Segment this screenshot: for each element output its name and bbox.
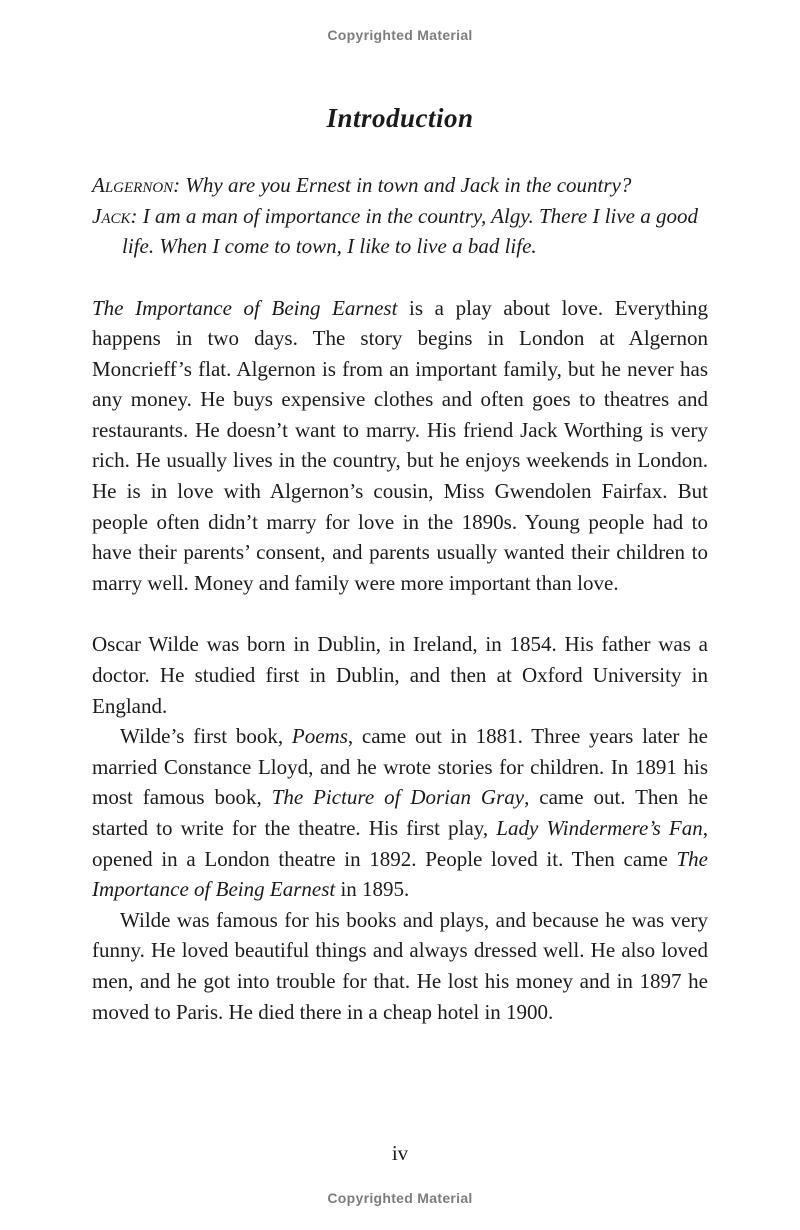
paragraph-text: Wilde’s first book, [120, 724, 292, 749]
speaker-name: Jack: [92, 203, 138, 228]
copyright-notice-bottom: Copyrighted Material [327, 1190, 473, 1206]
book-title-text: Lady Windermere’s Fan [496, 816, 703, 840]
body-text [92, 293, 708, 1028]
paragraph [92, 905, 708, 1027]
page-title: Introduction [326, 103, 474, 133]
paragraph [92, 721, 708, 905]
copyright-notice-top: Copyrighted Material [327, 27, 473, 43]
book-title-text: Poems [291, 724, 348, 749]
book-title-text: The Picture of Dorian Gray [271, 785, 525, 810]
dialogue-line: Jack: I am a man of importance in the country, Algy. There I live a good life. When I come to town, I like to live a bad life. [92, 203, 698, 258]
paragraph-text: , came out. Then he started to write for the theatre. His first play, [92, 785, 708, 840]
paragraph-text: , opened in a London theatre in 1892. People loved it. Then came [92, 816, 708, 871]
paragraph-text: Wilde was famous for his books and plays, and because he was very funny. He loved beautiful things and always dressed well. He also loved men, and he got into trouble for that. He lost his money and in 1897 he moved to Paris. He died there in a cheap hotel in 1900. [92, 907, 708, 1024]
dialogue-line: Algernon: Why are you Ernest in town and Jack in the country? [92, 173, 632, 197]
paragraph [92, 629, 708, 721]
paragraph-text: , came out in 1881. Three years later he married Constance Lloyd, and he wrote stories for children. In 1891 his most famous book, [92, 724, 709, 810]
paragraph-text: is a play about love. Everything happens in two days. The story begins in London at Algernon Moncrieff’s flat. Algernon is from an important family, but he never has any money. He buys expensive clothes and often goes to theatres and restaurants. He doesn’t want to marry. His friend Jack Worthing is very rich. He usually lives in the country, but he enjoys weekends in London. He is in love with Algernon’s cousin, Miss Gwendolen Fairfax. But people often didn’t marry for love in the 1890s. Young people had to have their parents’ consent, and parents usually wanted their children to marry well. Money and family were more important than love. [92, 295, 709, 595]
book-title-text: The Importance of Being Earnest [92, 295, 398, 320]
speaker-name: Algernon: [92, 173, 181, 197]
paragraph [92, 293, 708, 599]
paragraph-text: in 1895. [335, 877, 410, 902]
book-title-text: The Importance of Being Earnest [92, 846, 708, 902]
dialogue-quote [92, 170, 708, 262]
paragraph-text: Oscar Wilde was born in Dublin, in Ireland, in 1854. His father was a doctor. He studied first in Dublin, and then at Oxford University in England. [92, 632, 708, 718]
page-number: iv [391, 1141, 409, 1165]
